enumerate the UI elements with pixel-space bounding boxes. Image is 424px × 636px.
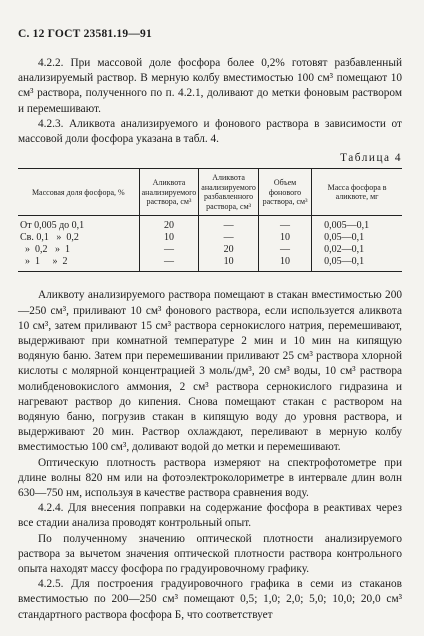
table-row bbox=[18, 256, 402, 272]
phosphorus-aliquot-table bbox=[18, 168, 402, 272]
table-header-cell: Масса фосфора в аликвоте, мг bbox=[312, 169, 402, 216]
paragraph-optical-density: Оптическую плотность раствора измеряют на спектрофотометре при длине волны 820 нм или на фотоэлектроколориметре в интервале длин волн 630—750 нм, используя в качестве раствора сравнения воду. bbox=[18, 456, 402, 500]
page-header: С. 12 ГОСТ 23581.19—91 bbox=[18, 28, 152, 40]
table-cell: — bbox=[199, 232, 259, 244]
table-cell: » 1 » 2 bbox=[18, 256, 139, 272]
table-header-cell: Аликвота анализируемого раствора, см³ bbox=[139, 169, 199, 216]
paragraph-4-2-4: 4.2.4. Для внесения поправки на содержание фосфора в реактивах через все стадии анализа проводят контрольный опыт. bbox=[18, 502, 402, 530]
paragraph-4-2-5: 4.2.5. Для построения градуировочного графика в семи из стаканов вместимостью по 200—250 см³ помещают 0,5; 1,0; 2,0; 5,0; 10,0; 20,0 см³ стандартного раствора фосфора Б, что соответствует bbox=[18, 578, 402, 621]
table-cell: 10 bbox=[199, 256, 259, 272]
table-row bbox=[18, 232, 402, 244]
table-cell: 10 bbox=[258, 232, 311, 244]
paragraph-calculation: По полученному значению оптической плотности анализируемого раствора за вычетом значения оптической плотности раствора контрольного опыта находят массу фосфора по градуировочному графику. bbox=[18, 532, 402, 576]
table-cell: 10 bbox=[139, 232, 199, 244]
table-cell: Св. 0,1 » 0,2 bbox=[20, 232, 79, 244]
table-header-cell: Объем фонового раствора, см³ bbox=[258, 169, 311, 216]
table-cell: » 0,2 » 1 bbox=[20, 244, 70, 256]
table-cell: 10 bbox=[258, 256, 311, 272]
table-cell: 0,05—0,1 bbox=[312, 256, 402, 272]
table-cell: 20 bbox=[139, 216, 199, 233]
paragraph-4-2-2: 4.2.2. При массовой доле фосфора более 0,2% готовят разбавленный анализируемый раствор. В мерную колбу вместимостью 100 см³ помещают 10 см³ раствора, полученного по п. 4.2.1, доливают до метки фоновым раствором и перемешивают. bbox=[18, 57, 402, 115]
table-row bbox=[18, 244, 402, 256]
table-row bbox=[18, 216, 402, 233]
document-body bbox=[18, 56, 402, 623]
table-header-cell: Аликвота анализируемого разбавленного раствора, см³ bbox=[199, 169, 259, 216]
spacer bbox=[18, 272, 402, 288]
table-cell: От 0,005 до 0,1 bbox=[20, 220, 85, 232]
table-caption: Таблица 4 bbox=[340, 152, 402, 165]
table-cell: 0,005—0,1 bbox=[312, 216, 402, 233]
table-cell: — bbox=[258, 244, 311, 256]
table-cell: — bbox=[199, 216, 259, 233]
table-cell: 0,05—0,1 bbox=[312, 232, 402, 244]
paragraph-4-2-3: 4.2.3. Аликвота анализируемого и фонового раствора в зависимости от массовой доли фосфора указана в табл. 4. bbox=[18, 117, 402, 146]
table-cell: — bbox=[139, 256, 199, 272]
table-header-cell: Массовая доля фосфора, % bbox=[18, 169, 139, 216]
table-cell: 0,02—0,1 bbox=[312, 244, 402, 256]
table-header-row bbox=[18, 169, 402, 216]
paragraph-aliquot-procedure: Аликвоту анализируемого раствора помещают в стакан вместимостью 200—250 см³, приливают 10 см³ фонового раствора, если используется аликвота 10 см³, затем приливают 15 см³ раствора сернокислого натрия, перемешивают, выдерживают при комнатной температуре 2 мин и 10 мин на кипящую водяную баню. Затем при перемешивании приливают 25 см³ раствора хлорной кислоты с молярной концентрацией 3 моль/дм³, 20 см³ воды, 10 см³ раствора молибденовокислого аммония, 2 см³ раствора сернокислого гидразина и нагревают раствор до кипения. Снова помещают стакан с раствором на водяную баню, погрузив стакан в кипящую воду до уровня раствора, и выдерживают 20 мин. Раствор охлаждают, переливают в мерную колбу вместимостью 100 см³, доливают водой до метки и перемешивают. bbox=[18, 289, 402, 454]
table-cell: — bbox=[258, 216, 311, 233]
table-cell: 20 bbox=[199, 244, 259, 256]
table-cell: — bbox=[139, 244, 199, 256]
